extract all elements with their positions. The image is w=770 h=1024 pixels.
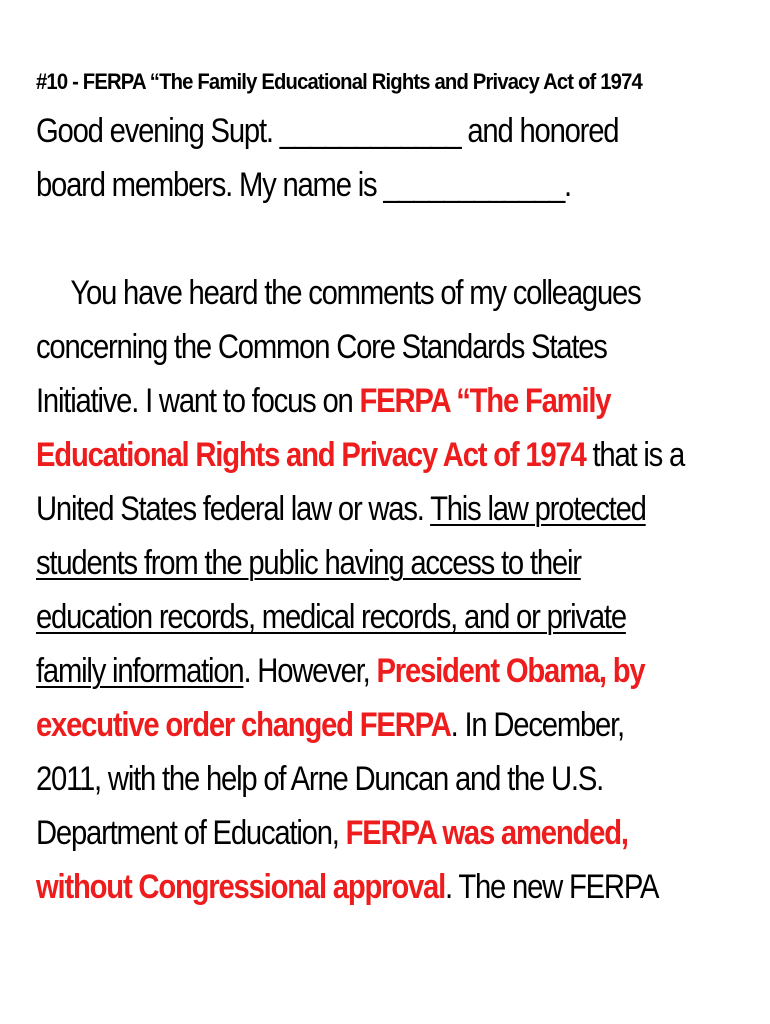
underlined-text: family information <box>36 652 244 690</box>
ferpa-emphasis: Educational Rights and Privacy Act of 1974 <box>36 436 586 474</box>
document-page <box>36 60 736 914</box>
obama-emphasis: President Obama, by <box>376 652 645 690</box>
paragraph-line <box>36 428 737 482</box>
amendment-emphasis: FERPA was amended, <box>345 814 628 852</box>
obama-emphasis: executive order changed FERPA <box>36 706 451 744</box>
greeting-line-1 <box>36 104 737 158</box>
paragraph-line: 2011, with the help of Arne Duncan and the U.S. <box>36 760 604 798</box>
paragraph-text: . The new FERPA <box>445 868 659 906</box>
paragraph-line: concerning the Common Core Standards States <box>36 328 607 366</box>
paragraph-text: United States federal law or was. <box>36 490 431 528</box>
greeting-text: Good evening Supt. <box>36 112 280 150</box>
paragraph-line <box>36 482 737 536</box>
paragraph-line <box>36 374 737 428</box>
greeting-line-2 <box>36 158 737 212</box>
paragraph-text: . In December, <box>450 706 624 744</box>
ferpa-emphasis: FERPA “The Family <box>359 382 611 420</box>
paragraph-line: You have heard the comments of my colleagues <box>70 274 641 312</box>
paragraph-line <box>36 536 737 590</box>
paragraph-line <box>36 860 737 914</box>
paragraph-line <box>36 644 737 698</box>
paragraph-line <box>36 590 737 644</box>
speech-body <box>36 104 737 914</box>
paragraph-text: Department of Education, <box>36 814 346 852</box>
superintendent-name-blank: ____________ <box>279 112 461 150</box>
greeting-text: board members. My name is <box>36 166 384 204</box>
paragraph-line <box>36 698 737 752</box>
underlined-text: students from the public having access to their <box>36 544 581 582</box>
paragraph-text: Initiative. I want to focus on <box>36 382 360 420</box>
speaker-name-blank: ____________ <box>383 166 565 204</box>
greeting-text: . <box>564 166 571 204</box>
paragraph-spacer <box>36 212 737 266</box>
paragraph-line <box>36 806 737 860</box>
document-heading: #10 - FERPA “The Family Educational Rights and Privacy Act of 1974 <box>36 69 642 94</box>
amendment-emphasis: without Congressional approval <box>36 868 446 906</box>
underlined-text: education records, medical records, and or private <box>36 598 626 636</box>
underlined-text: This law protected <box>430 490 646 528</box>
paragraph-text: that is a <box>585 436 685 474</box>
greeting-text: and honored <box>460 112 619 150</box>
paragraph-text: . However, <box>243 652 377 690</box>
